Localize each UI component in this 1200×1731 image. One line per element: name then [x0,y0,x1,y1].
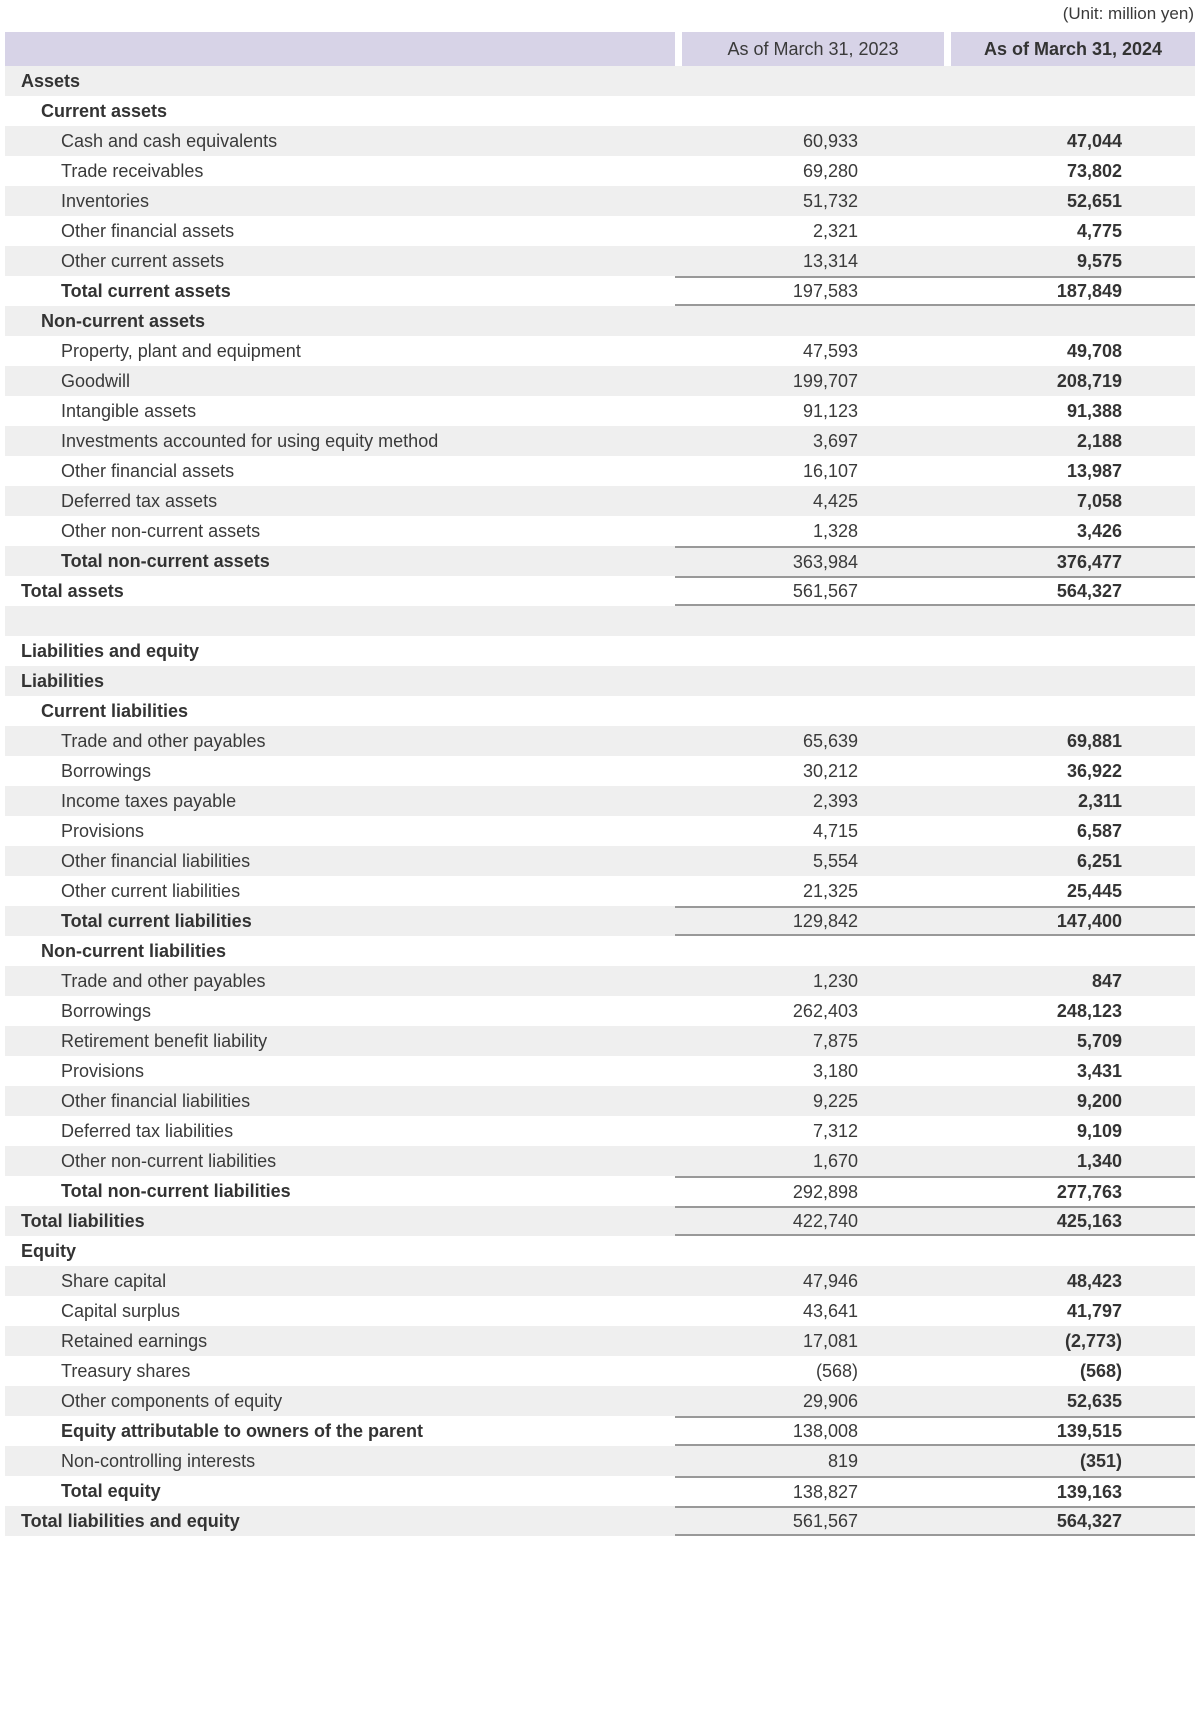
table-row [5,696,1195,726]
value-2024: 41,797 [1066,1300,1122,1321]
value-2023 [675,96,944,126]
row-values [675,1176,1195,1206]
value-2024 [944,696,1195,726]
row-label: Total non-current assets [61,550,270,571]
value-2024: 425,163 [1056,1210,1122,1231]
value-2023: 29,906 [802,1390,858,1411]
value-2024: 9,109 [1076,1120,1122,1141]
table-body [5,66,1195,1536]
row-label: Provisions [61,1060,145,1081]
value-2023: 1,230 [812,970,858,991]
value-2023: 7,312 [812,1120,858,1141]
table-row [5,1176,1195,1206]
table-row [5,366,1195,396]
value-2023: 197,583 [792,280,858,301]
row-values [675,936,1195,966]
row-label [5,606,675,636]
table-row [5,516,1195,546]
row-values [675,1356,1195,1386]
row-values [675,1476,1195,1506]
row-label: Retirement benefit liability [61,1030,268,1051]
value-2023: 21,325 [802,880,858,901]
row-label: Other components of equity [61,1390,283,1411]
table-row [5,1356,1195,1386]
row-values [675,1326,1195,1356]
table-row [5,1236,1195,1266]
value-2024: 2,188 [1076,430,1122,451]
value-2024: 5,709 [1076,1030,1122,1051]
row-label: Current assets [41,100,168,121]
table-row [5,426,1195,456]
table-row [5,1266,1195,1296]
row-values [675,816,1195,846]
row-values [675,906,1195,936]
value-2024 [944,606,1195,636]
table-header-row [5,32,1195,66]
table-row [5,1386,1195,1416]
value-2023: 47,946 [802,1270,858,1291]
row-label: Non-current liabilities [41,940,227,961]
value-2024: (2,773) [1064,1330,1122,1351]
row-label: Deferred tax liabilities [61,1120,234,1141]
row-label: Liabilities and equity [21,640,200,661]
value-2023: 262,403 [792,1000,858,1021]
value-2023 [675,696,944,726]
row-values [675,1206,1195,1236]
row-label: Borrowings [61,760,152,781]
table-row [5,576,1195,606]
row-values [675,1386,1195,1416]
value-2024: 52,651 [1066,190,1122,211]
value-2023: 30,212 [802,760,858,781]
value-2023: 292,898 [792,1181,858,1202]
value-2024: 376,477 [1056,551,1122,572]
row-label: Equity [21,1240,77,1261]
value-2024: 48,423 [1066,1270,1122,1291]
row-values [675,996,1195,1026]
row-values [675,1416,1195,1446]
value-2023: 819 [827,1450,858,1471]
value-2023: 9,225 [812,1090,858,1111]
row-label: Other non-current liabilities [61,1150,277,1171]
value-2023 [675,306,944,336]
row-values [675,276,1195,306]
value-2024: (351) [1079,1450,1122,1471]
row-values [675,456,1195,486]
value-2024 [944,306,1195,336]
row-values [675,426,1195,456]
value-2024 [944,66,1195,96]
value-2023: 138,827 [792,1481,858,1502]
table-row [5,1146,1195,1176]
row-values [675,636,1195,666]
table-row [5,1446,1195,1476]
row-values [675,156,1195,186]
value-2024: 3,426 [1076,520,1122,541]
row-label: Other non-current assets [61,520,261,541]
row-values [675,516,1195,546]
row-values [675,306,1195,336]
value-2023: 199,707 [792,370,858,391]
table-row [5,936,1195,966]
table-row [5,546,1195,576]
table-row [5,246,1195,276]
row-label: Trade receivables [61,160,204,181]
table-row [5,1416,1195,1446]
value-2023: 561,567 [792,1510,858,1531]
table-row [5,486,1195,516]
row-label: Other financial liabilities [61,850,251,871]
row-values [675,336,1195,366]
value-2023: 2,321 [812,220,858,241]
row-label: Provisions [61,820,145,841]
value-2023: 5,554 [812,850,858,871]
row-values [675,1116,1195,1146]
row-label: Total non-current liabilities [61,1180,291,1201]
row-values [675,726,1195,756]
table-row [5,1116,1195,1146]
table-row [5,666,1195,696]
row-label: Intangible assets [61,400,197,421]
value-2023 [675,66,944,96]
table-row [5,456,1195,486]
table-row [5,96,1195,126]
value-2023: 2,393 [812,790,858,811]
value-2024: 277,763 [1056,1181,1122,1202]
table-row [5,966,1195,996]
value-2023 [675,936,944,966]
row-values [675,666,1195,696]
value-2024: 49,708 [1066,340,1122,361]
row-values [675,366,1195,396]
table-row [5,996,1195,1026]
value-2024: 9,200 [1076,1090,1122,1111]
row-label: Treasury shares [61,1360,191,1381]
table-row [5,726,1195,756]
row-values [675,846,1195,876]
value-2023: 17,081 [802,1330,858,1351]
row-label: Total current liabilities [61,910,252,931]
row-values [675,1026,1195,1056]
table-row [5,1026,1195,1056]
value-2024: 13,987 [1066,460,1122,481]
table-row [5,1506,1195,1536]
value-2023: 4,425 [812,490,858,511]
table-row [5,1086,1195,1116]
value-2023 [675,666,944,696]
row-values [675,186,1195,216]
table-row [5,156,1195,186]
value-2024 [944,936,1195,966]
table-row [5,306,1195,336]
row-values [675,66,1195,96]
row-values [675,126,1195,156]
value-2024: 25,445 [1066,880,1122,901]
value-2024: 47,044 [1066,130,1122,151]
value-2024: 6,251 [1076,850,1122,871]
row-label: Non-current assets [41,310,206,331]
table-row [5,1206,1195,1236]
row-values [675,1086,1195,1116]
row-label: Property, plant and equipment [61,340,301,361]
value-2023: 561,567 [792,580,858,601]
value-2023: 363,984 [792,551,858,572]
table-row [5,1476,1195,1506]
row-label: Total equity [61,1480,161,1501]
value-2023: 1,328 [812,520,858,541]
value-2024: 69,881 [1066,730,1122,751]
row-values [675,396,1195,426]
value-2023: 3,180 [812,1060,858,1081]
row-label: Trade and other payables [61,970,266,991]
value-2024 [944,96,1195,126]
row-label: Cash and cash equivalents [61,130,278,151]
row-label: Other financial assets [61,220,235,241]
value-2024: 36,922 [1066,760,1122,781]
value-2023: 51,732 [802,190,858,211]
table-row [5,846,1195,876]
column-header-2024: As of March 31, 2024 [951,32,1195,66]
value-2023: 138,008 [792,1420,858,1441]
value-2024: 1,340 [1076,1150,1122,1171]
value-2023 [675,1236,944,1266]
row-values [675,546,1195,576]
value-2024 [944,636,1195,666]
value-2024: 7,058 [1076,490,1122,511]
value-2024: 139,515 [1056,1420,1122,1441]
row-values [675,696,1195,726]
table-row [5,816,1195,846]
row-values [675,756,1195,786]
value-2024: 52,635 [1066,1390,1122,1411]
value-2024: 564,327 [1056,1510,1122,1531]
value-2023: 422,740 [792,1210,858,1231]
table-row [5,1296,1195,1326]
table-row [5,636,1195,666]
value-2023: 47,593 [802,340,858,361]
row-label: Trade and other payables [61,730,266,751]
value-2024 [944,1236,1195,1266]
row-label: Total liabilities [21,1210,145,1231]
balance-sheet-table [5,32,1195,1536]
row-label: Inventories [61,190,150,211]
value-2024: 147,400 [1056,910,1122,931]
value-2023: 69,280 [802,160,858,181]
row-values [675,1296,1195,1326]
row-values [675,246,1195,276]
row-values [675,1446,1195,1476]
row-values [675,1266,1195,1296]
value-2024: 139,163 [1056,1481,1122,1502]
table-row [5,336,1195,366]
value-2024: 4,775 [1076,220,1122,241]
value-2024: 91,388 [1066,400,1122,421]
row-label: Current liabilities [41,700,189,721]
table-row [5,216,1195,246]
value-2024: 2,311 [1077,790,1122,811]
row-label: Retained earnings [61,1330,208,1351]
value-2023: 1,670 [812,1150,858,1171]
value-2023: 16,107 [802,460,858,481]
value-2024: 9,575 [1076,250,1122,271]
value-2024 [944,666,1195,696]
row-label: Borrowings [61,1000,152,1021]
value-2024: 3,431 [1076,1060,1122,1081]
unit-note: (Unit: million yen) [1062,4,1194,23]
value-2023: 65,639 [802,730,858,751]
row-values [675,876,1195,906]
row-values [675,96,1195,126]
table-row [5,1056,1195,1086]
value-2024: 187,849 [1056,280,1122,301]
row-values [675,1506,1195,1536]
value-2023 [675,606,944,636]
row-values [675,1056,1195,1086]
table-row [5,756,1195,786]
row-label: Investments accounted for using equity method [61,430,439,451]
row-values [675,606,1195,636]
value-2023: 129,842 [792,910,858,931]
row-values [675,576,1195,606]
value-2024: 248,123 [1056,1000,1122,1021]
row-values [675,486,1195,516]
value-2023: 7,875 [812,1030,858,1051]
row-label: Total liabilities and equity [21,1510,240,1531]
row-values [675,216,1195,246]
row-values [675,786,1195,816]
row-label: Assets [21,70,81,91]
header-label-cell [5,32,675,66]
value-2024: (568) [1079,1360,1122,1381]
value-2024: 847 [1091,970,1122,991]
value-2023: (568) [815,1360,858,1381]
value-2023: 13,314 [802,250,858,271]
row-label: Equity attributable to owners of the parent [61,1420,424,1441]
row-label: Capital surplus [61,1300,181,1321]
row-label: Income taxes payable [61,790,237,811]
value-2024: 6,587 [1076,820,1122,841]
row-label: Goodwill [61,370,131,391]
row-values [675,1236,1195,1266]
row-values [675,1146,1195,1176]
row-label: Other current liabilities [61,880,241,901]
spacer-row [5,606,1195,636]
value-2023: 3,697 [812,430,858,451]
value-2024: 208,719 [1056,370,1122,391]
table-row [5,66,1195,96]
table-row [5,396,1195,426]
table-row [5,876,1195,906]
value-2023: 60,933 [802,130,858,151]
table-row [5,1326,1195,1356]
value-2023: 4,715 [812,820,858,841]
table-row [5,906,1195,936]
column-header-2023: As of March 31, 2023 [682,32,944,66]
row-label: Non-controlling interests [61,1450,256,1471]
table-row [5,126,1195,156]
row-label: Total current assets [61,280,231,301]
value-2023 [675,636,944,666]
row-label: Other current assets [61,250,225,271]
row-label: Liabilities [21,670,105,691]
value-2023: 91,123 [802,400,858,421]
row-label: Other financial assets [61,460,235,481]
value-2024: 564,327 [1056,580,1122,601]
row-label: Deferred tax assets [61,490,218,511]
table-row [5,786,1195,816]
value-2024: 73,802 [1066,160,1122,181]
row-label: Share capital [61,1270,167,1291]
row-values [675,966,1195,996]
row-label: Total assets [21,580,124,601]
table-row [5,276,1195,306]
value-2023: 43,641 [802,1300,858,1321]
row-label: Other financial liabilities [61,1090,251,1111]
table-row [5,186,1195,216]
